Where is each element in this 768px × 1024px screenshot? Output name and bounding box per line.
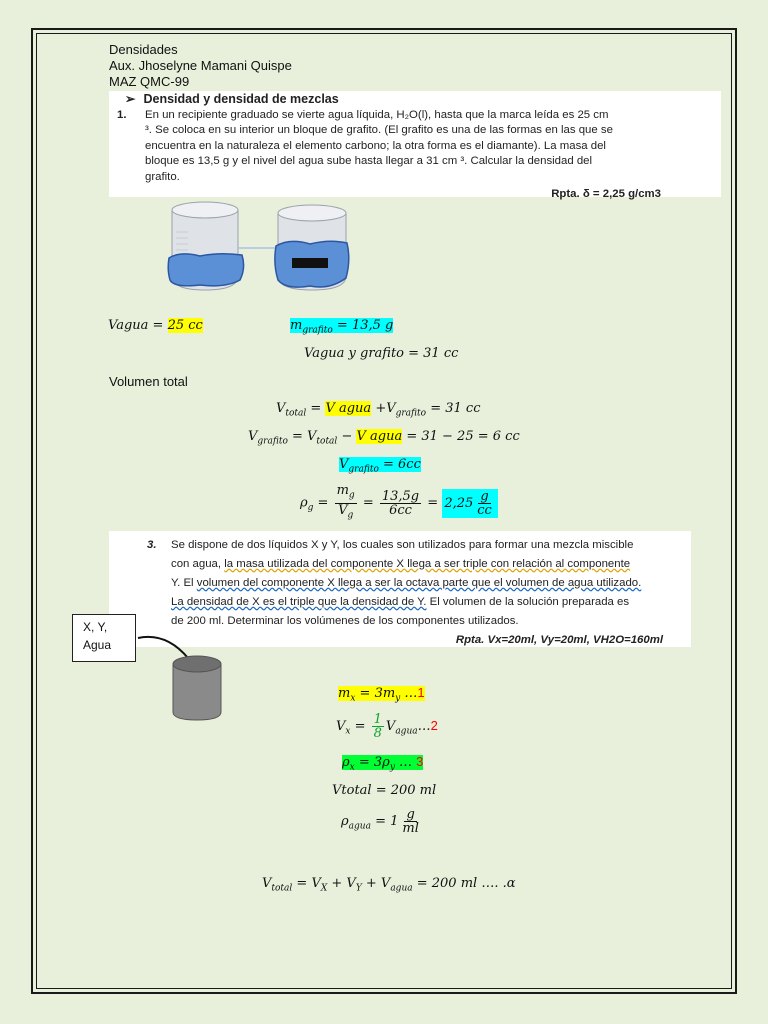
header-course: MAZ QMC-99	[109, 74, 190, 89]
arrow-bullet-icon: ➢	[125, 92, 136, 106]
problem3-line: con agua, la masa utilizada del componente X llega a ser triple con relación al componente	[171, 558, 631, 570]
equation-density: $\rho_g$ = $\frac{m_g}{V_g}$ = $\frac{13,5g}{6cc}$ = 2,25 $\frac{g}{cc}$	[300, 484, 498, 522]
equation-mgrafito: $m_{grafito} = 13,5$ g	[290, 318, 394, 336]
problem1-line: grafito.	[145, 170, 180, 183]
problem1-box	[109, 91, 721, 200]
equation-vtotal-200: Vtotal = 200 ml	[332, 783, 437, 798]
equation-density-relation: $\rho_x = 3\rho_y$ … 3	[342, 754, 424, 773]
equation-vsum: Vagua y grafito = 31 cc	[304, 346, 459, 361]
section-title: ➢ Densidad y densidad de mezclas	[125, 92, 339, 106]
beakers-illustration	[160, 198, 360, 298]
beaker-graphite-icon	[275, 205, 349, 290]
equation-volume-relation: $V_x$ = $\frac{1}{8}$ $V_{agua}\dots 2$	[336, 712, 438, 741]
problem1-line: encuentra en la naturaleza el elemento carbono; la otra forma es el diamante). La masa del	[145, 139, 606, 152]
equation-water-density: $\rho_{agua} = 1$ $\frac{g}{ml}$	[341, 807, 419, 836]
container-icon	[170, 652, 226, 722]
graphite-block	[292, 258, 328, 268]
document-header	[109, 42, 292, 90]
problem1-line: bloque es 13,5 g y el nivel del agua sube hasta llegar a 31 cm ³. Calcular la densidad del	[145, 155, 593, 167]
problem3-line: La densidad de X es el triple que la densidad de Y. El volumen de la solución preparada es	[171, 596, 630, 608]
problem3-answer: Rpta. Vx=20ml, Vy=20ml, VH2O=160ml	[455, 634, 663, 646]
problem3-number: 3.	[147, 539, 157, 551]
header-author: Aux. Jhoselyne Mamani Quispe	[109, 58, 292, 73]
problem1-text	[117, 108, 713, 186]
problem1-line: En un recipiente graduado se vierte agua líquida, H₂O(l), hasta que la marca leída es 25 cm	[145, 108, 609, 121]
label-volumen-total: Volumen total	[109, 374, 188, 389]
equation-volume-sum: $V_{total} = V_X + V_Y + V_{agua} = 200$ ml …. .α	[262, 876, 516, 894]
equation-mass-relation: $m_x = 3m_y$ …1	[338, 685, 425, 704]
problem3-line: Se dispone de dos líquidos X y Y, los cuales son utilizados para formar una mezcla miscible	[171, 539, 634, 551]
beaker-water-icon	[168, 202, 243, 290]
problem1-line: ³. Se coloca en su interior un bloque de grafito. (El grafito es una de las formas en las que se	[145, 124, 613, 136]
equation-vagua: Vagua = 25 cc	[108, 318, 203, 333]
problem1-number: 1.	[117, 108, 127, 121]
problem3-line: Y. El volumen del componente X llega a ser la octava parte que el volumen de agua utilizado.	[171, 577, 642, 589]
equation-vtotal: $V_{total} = V$ agua $+V_{grafito} = 31$ cc	[276, 401, 481, 419]
equation-vgrafito-result: $V_{grafito} = 6cc$	[339, 457, 421, 475]
problem1-answer: Rpta. δ = 2,25 g/cm3	[551, 188, 661, 200]
problem3-line: de 200 ml. Determinar los volúmenes de los componentes utilizados.	[171, 615, 519, 627]
components-label-box: X, Y, Agua	[72, 614, 136, 662]
header-title: Densidades	[109, 42, 178, 57]
equation-vgrafito: $V_{grafito} = V_{total} - V$ agua = 31 − 25 = 6 cc	[248, 429, 520, 447]
